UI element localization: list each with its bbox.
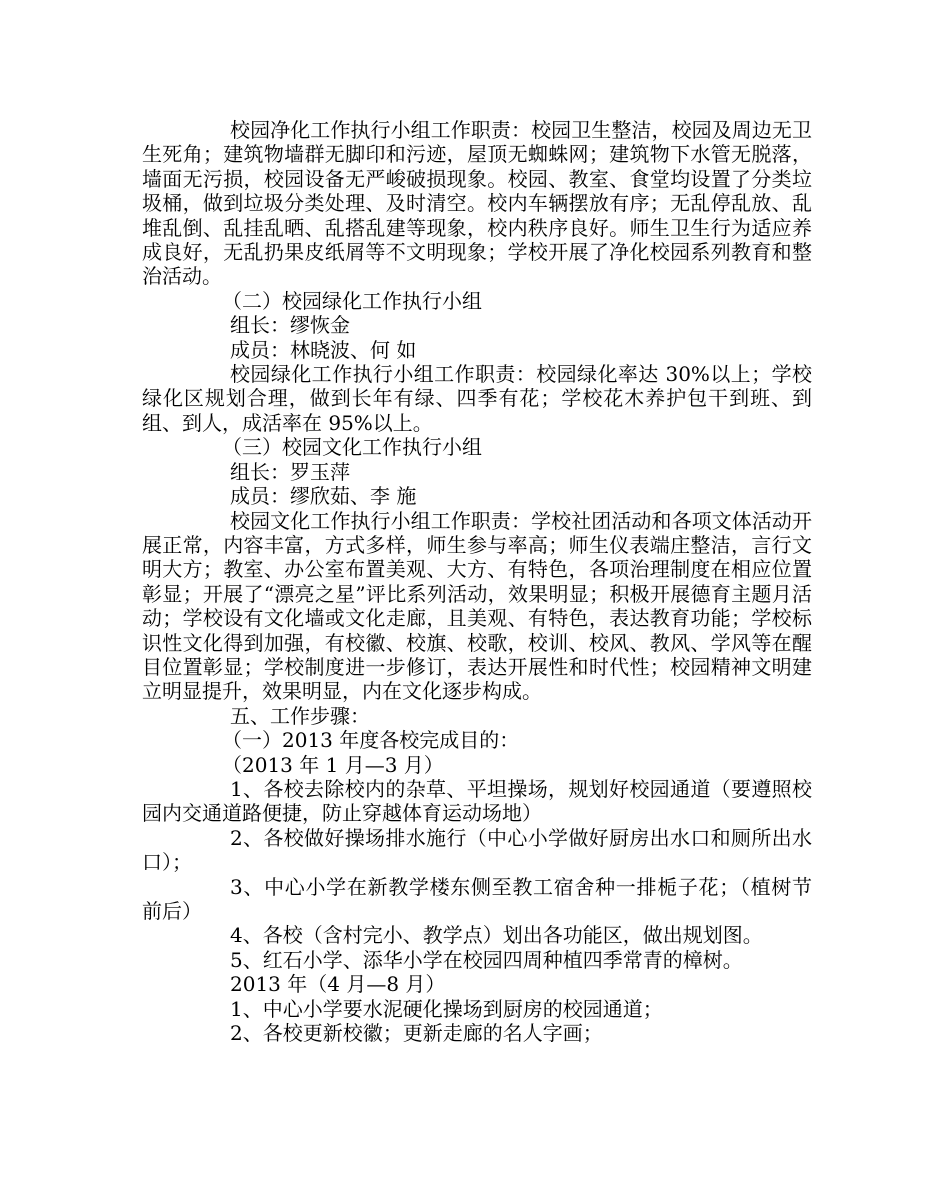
list-item: 2、各校做好操场排水施行（中心小学做好厨房出水口和厕所出水口）； xyxy=(142,825,812,875)
greening-group-members: 成员：林晓波、何 如 xyxy=(230,337,417,362)
heading-work-steps: 五、工作步骤： xyxy=(230,703,370,728)
list-item: 1、中心小学要水泥硬化操场到厨房的校园通道； xyxy=(230,996,663,1021)
paragraph-purification-duties: 校园净化工作执行小组工作职责：校园卫生整洁，校园及周边无卫生死角；建筑物墙群无脚印和污迹，屋顶无蜘蛛网；建筑物下水管无脱落，墙面无污损，校园设备无严峻破损现象。校园、教室、食堂均设置了分类垃圾桶，做到垃圾分类处理、及时清空。校内车辆摆放有序；无乱停乱放、乱堆乱倒、乱挂乱晒、乱搭乱建等现象，校内秩序良好。师生卫生行为适应养成良好，无乱扔果皮纸屑等不文明现象；学校开展了净化校园系列教育和整治活动。 xyxy=(142,118,812,289)
period-apr-aug: 2013 年（4 月—8 月） xyxy=(230,972,446,997)
period-jan-mar: （2013 年 1 月—3 月） xyxy=(222,752,444,777)
greening-group-leader: 组长：缪恢金 xyxy=(230,313,350,338)
list-item: 2、各校更新校徽；更新走廊的名人字画； xyxy=(230,1021,603,1046)
heading-greening-group: （二）校园绿化工作执行小组 xyxy=(222,288,482,313)
culture-group-members: 成员：缪欣茹、李 施 xyxy=(230,484,417,509)
document-body xyxy=(142,118,812,1045)
heading-2013-goals: （一）2013 年度各校完成目的： xyxy=(222,728,520,753)
list-item: 3、中心小学在新教学楼东侧至教工宿舍种一排栀子花；（植树节前后） xyxy=(142,874,812,923)
culture-group-leader: 组长：罗玉萍 xyxy=(230,459,350,484)
list-item: 5、红石小学、添华小学在校园四周种植四季常青的樟树。 xyxy=(230,947,743,972)
heading-culture-group: （三）校园文化工作执行小组 xyxy=(222,435,482,460)
paragraph-greening-duties: 校园绿化工作执行小组工作职责：校园绿化率达 30%以上；学校绿化区规划合理，做到长年有绿、四季有花；学校花木养护包干到班、到组、到人，成活率在 95%以上。 xyxy=(142,362,812,435)
paragraph-culture-duties: 校园文化工作执行小组工作职责：学校社团活动和各项文体活动开展正常，内容丰富，方式多样，师生参与率高；师生仪表端庄整洁，言行文明大方；教室、办公室布置美观、大方、有特色，各项治理制度在相应位置彰显；开展了“漂亮之星”评比系列活动，效果明显；积极开展德育主题月活动；学校设有文化墙或文化走廊，且美观、有特色，表达教育功能；学校标识性文化得到加强，有校徽、校旗、校歌，校训、校风、教风、学风等在醒目位置彰显；学校制度进一步修订，表达开展性和时代性；校园精神文明建立明显提升，效果明显，内在文化逐步构成。 xyxy=(142,508,812,704)
list-item: 4、各校（含村完小、教学点）划出各功能区，做出规划图。 xyxy=(230,923,763,948)
list-item: 1、各校去除校内的杂草、平坦操场，规划好校园通道（要遵照校园内交通道路便捷，防止穿越体育运动场地） xyxy=(142,776,812,826)
